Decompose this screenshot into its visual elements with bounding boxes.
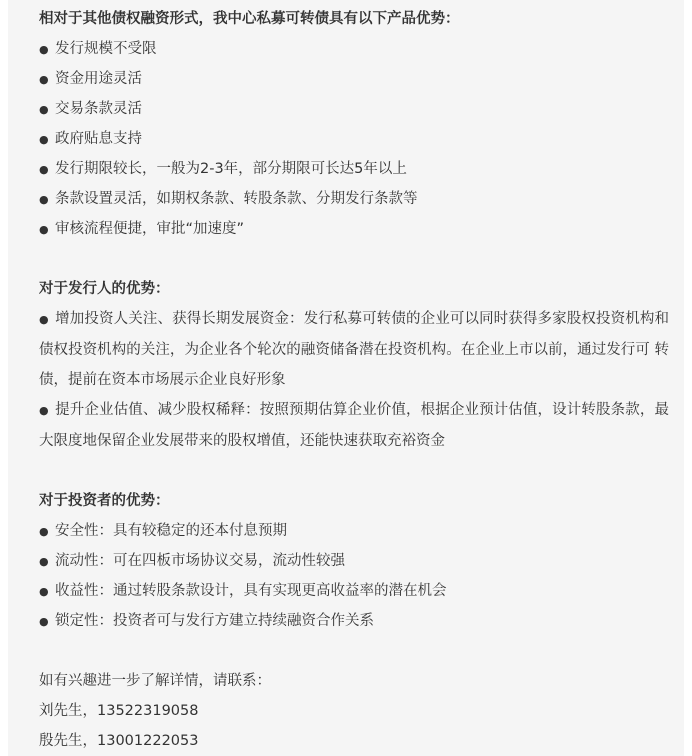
bullet-icon: ● (39, 223, 49, 236)
product-advantages-list (39, 34, 669, 244)
section-heading-product-advantages: 相对于其他债权融资形式，我中心私募可转债具有以下产品优势： (39, 11, 460, 27)
list-item: ● 条款设置灵活，如期权条款、转股条款、分期发行条款等 (39, 184, 669, 214)
list-item: ● 提升企业估值、减少股权稀释：按照预期估算企业价值，根据企业预计估值，设计转股条款，最大限度地保留企业发展带来的股权增值，还能快速获取充裕资金 (39, 395, 669, 456)
bullet-icon: ● (39, 103, 49, 116)
article-background (8, 0, 684, 756)
bullet-icon: ● (39, 615, 49, 628)
bullet-icon: ● (39, 313, 49, 326)
bullet-icon: ● (39, 43, 49, 56)
contact-intro: 如有兴趣进一步了解详情，请联系： (39, 673, 271, 689)
spacer (39, 456, 669, 486)
contact-block (39, 666, 669, 756)
list-item: ● 资金用途灵活 (39, 64, 669, 94)
section-heading-investor-advantages: 对于投资者的优势： (39, 493, 170, 509)
list-item: ● 收益性：通过转股条款设计，具有实现更高收益率的潜在机会 (39, 576, 669, 606)
bullet-icon: ● (39, 404, 49, 417)
list-item: ● 政府贴息支持 (39, 124, 669, 154)
list-item: ● 锁定性：投资者可与发行方建立持续融资合作关系 (39, 606, 669, 636)
bullet-icon: ● (39, 555, 49, 568)
spacer (39, 244, 669, 274)
bullet-icon: ● (39, 73, 49, 86)
article-content (39, 4, 669, 756)
list-item: ● 安全性：具有较稳定的还本付息预期 (39, 516, 669, 546)
bullet-icon: ● (39, 193, 49, 206)
contact-person-yin: 殷先生，13001222053 (39, 733, 199, 749)
bullet-icon: ● (39, 525, 49, 538)
list-item: ● 增加投资人关注、获得长期发展资金：发行私募可转债的企业可以同时获得多家股权投资机构和 债权投资机构的关注，为企业各个轮次的融资储备潜在投资机构。在企业上市以前，通过发行可 转债，提前在资本市场展示企业良好形象 (39, 304, 669, 395)
bullet-icon: ● (39, 133, 49, 146)
list-item: ● 交易条款灵活 (39, 94, 669, 124)
investor-advantages-list (39, 516, 669, 636)
list-item: ● 发行规模不受限 (39, 34, 669, 64)
spacer (39, 636, 669, 666)
section-heading-issuer-advantages: 对于发行人的优势： (39, 281, 170, 297)
contact-person-liu: 刘先生，13522319058 (39, 703, 199, 719)
list-item: ● 流动性：可在四板市场协议交易，流动性较强 (39, 546, 669, 576)
bullet-icon: ● (39, 585, 49, 598)
list-item: ● 发行期限较长，一般为2-3年，部分期限可长达5年以上 (39, 154, 669, 184)
issuer-advantages-list (39, 304, 669, 456)
bullet-icon: ● (39, 163, 49, 176)
list-item: ● 审核流程便捷，审批“加速度” (39, 214, 669, 244)
